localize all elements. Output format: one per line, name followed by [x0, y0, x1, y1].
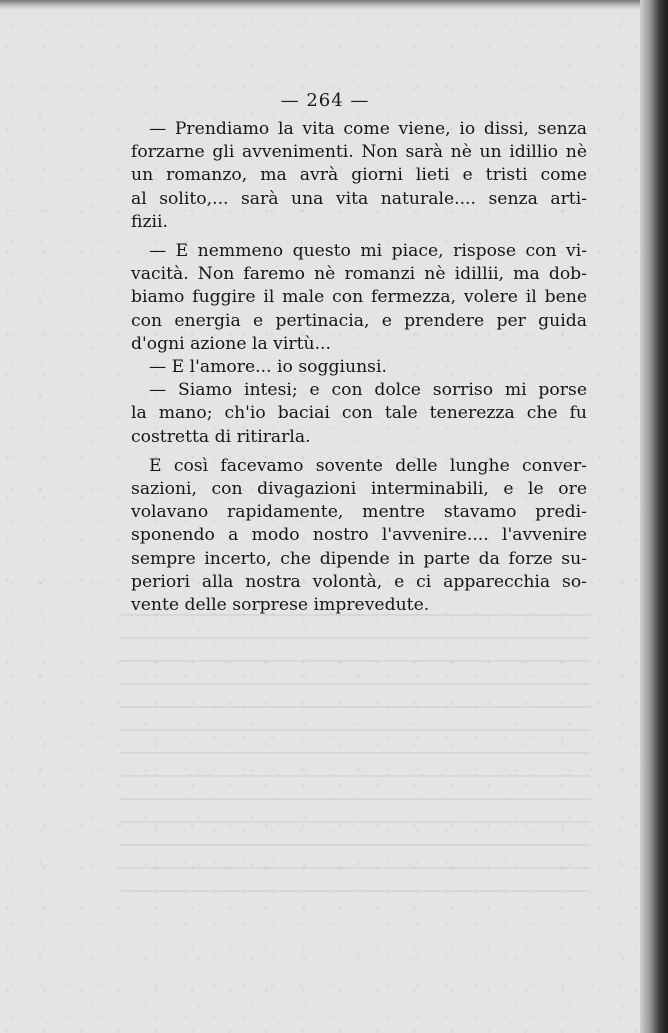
text-line: d'ogni azione la virtù... [131, 333, 331, 354]
text-line: periori alla nostra volontà, e ci apparecchia so- [131, 571, 587, 592]
text-line: — E nemmeno questo mi piace, rispose con vi- [149, 241, 587, 262]
text-line: un romanzo, ma avrà giorni lieti e tristi come [131, 165, 587, 186]
text-line: sazioni, con divagazioni interminabili, e le ore [131, 479, 587, 500]
text-line: sponendo a modo nostro l'avvenire.... l'avvenire [131, 525, 587, 546]
body-text [131, 118, 587, 617]
text-line: con energia e pertinacia, e prendere per guida [131, 310, 587, 331]
paragraph [131, 455, 587, 617]
paragraph [131, 379, 587, 449]
text-line: sempre incerto, che dipende in parte da forze su- [131, 548, 587, 569]
text-line: — Prendiamo la vita come viene, io dissi, senza [149, 119, 587, 139]
page-top-shadow [0, 0, 650, 10]
text-line: — E l'amore... io soggiunsi. [149, 357, 387, 378]
text-line: E così facevamo sovente delle lunghe conver- [149, 455, 587, 476]
text-line: biamo fuggire il male con fermezza, volere il bene [131, 287, 587, 308]
text-line: forzarne gli avvenimenti. Non sarà nè un idillio nè [131, 142, 587, 163]
text-line: costretta di ritirarla. [131, 426, 311, 447]
book-spine-edge [640, 0, 668, 1033]
paragraph [131, 118, 587, 234]
paragraph [131, 356, 587, 379]
text-line: vacità. Non faremo nè romanzi nè idillii, ma dob- [131, 264, 587, 285]
text-line: la mano; ch'io baciai con tale tenerezza che fu [131, 403, 587, 424]
paragraph [131, 240, 587, 356]
text-line: volavano rapidamente, mentre stavamo predi- [131, 502, 587, 523]
text-line: al solito,... sarà una vita naturale.... senza arti- [131, 188, 587, 209]
text-line: vente delle sorprese imprevedute. [131, 595, 430, 616]
text-line: fizii. [131, 211, 168, 232]
page-number: — 264 — [280, 90, 370, 111]
text-line: — Siamo intesi; e con dolce sorriso mi porse [149, 380, 587, 401]
bleed-through-text [120, 600, 590, 900]
